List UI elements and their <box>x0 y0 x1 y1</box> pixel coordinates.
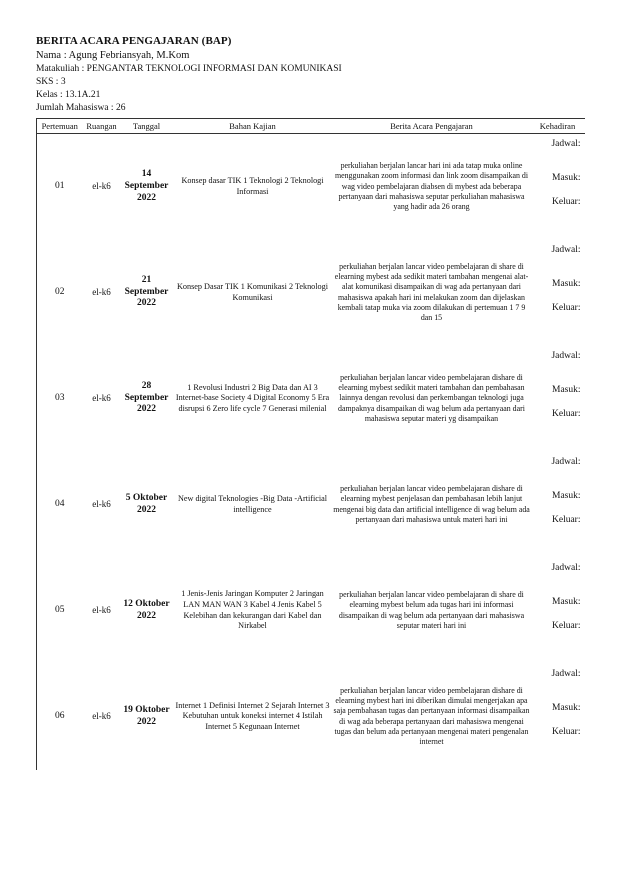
class-code: Kelas : 13.1A.21 <box>36 90 101 100</box>
study-material: Konsep Dasar TIK 1 Komunikasi 2 Teknologi Komunikasi <box>176 281 329 302</box>
room: el-k6 <box>92 711 111 722</box>
meeting-number: 01 <box>37 134 83 240</box>
study-material: 1 Revolusi Industri 2 Big Data dan AI 3 Internet-base Society 4 Digital Economy 5 Era disrupsi 6 Zero life cycle 7 Generasi milenial <box>175 382 330 413</box>
bap-table <box>36 118 585 770</box>
col-header-pertemuan: Pertemuan <box>37 119 83 134</box>
study-material: New digital Teknologies -Big Data -Artificial intelligence <box>177 493 328 514</box>
table-row <box>37 452 585 558</box>
meeting-number: 02 <box>37 240 83 346</box>
table-row <box>37 346 585 452</box>
room: el-k6 <box>92 393 111 404</box>
teaching-report: perkuliahan berjalan lancar video pembelajaran dishare di elearning mybest penjelasan dan pembahasan lebih lanjut mengenai big data dan artificial intelligence di wag belum ada pertanyaan dari mahasiswa untuk materi hari ini <box>333 483 530 524</box>
col-header-tanggal: Tanggal <box>121 119 173 134</box>
teaching-report: perkuliahan berjalan lancar video pembelajaran di share di elearning mybest ada sedikit materi tambahan mengenai alat-alat komunikasi disampaikan di wag ada pertanyaan dari mahasiswa apakah hari ini melakukan zoom dan dijelaskan kembali tatap muka via zoom dilakukan di pertemuan 1 7 9 dan 15 <box>334 261 529 323</box>
col-header-kehadiran: Kehadiran <box>531 119 585 134</box>
lecturer-name: Nama : Agung Febriansyah, M.Kom <box>36 50 190 61</box>
table-header-row <box>37 119 585 134</box>
meeting-date: 5 Oktober 2022 <box>125 492 168 515</box>
room: el-k6 <box>92 605 111 616</box>
attendance-in: Masuk: <box>552 384 581 395</box>
attendance-schedule: Jadwal: <box>551 668 581 679</box>
meeting-number: 05 <box>37 558 83 664</box>
attendance-schedule: Jadwal: <box>551 139 581 149</box>
attendance <box>531 240 585 346</box>
study-material: Konsep dasar TIK 1 Teknologi 2 Teknologi Informasi <box>181 176 324 196</box>
meeting-number: 03 <box>37 346 83 452</box>
teaching-report: perkuliahan berjalan lancar video pembelajaran dishare di elearning mybest hari ini diberikan dimulai mengerjakan apa saja pembahasan tugas dan pertanyaan informasi disampaikan di wag ada beberapa pertanyaan dari mahasiswa mengenai tugas dan belum ada pertanyaan mengenai materi pengenalan internet <box>333 685 530 747</box>
meeting-date: 12 Oktober 2022 <box>123 598 170 621</box>
attendance <box>531 664 585 770</box>
attendance-in: Masuk: <box>552 702 581 713</box>
document-header <box>36 34 596 115</box>
col-header-ruangan: Ruangan <box>83 119 121 134</box>
attendance-in: Masuk: <box>552 173 581 183</box>
document-title: BERITA ACARA PENGAJARAN (BAP) <box>36 35 232 47</box>
attendance-schedule: Jadwal: <box>551 244 581 255</box>
attendance-in: Masuk: <box>552 490 581 501</box>
attendance-schedule: Jadwal: <box>551 350 581 361</box>
room: el-k6 <box>92 287 111 298</box>
attendance-out: Keluar: <box>552 726 581 737</box>
teaching-report: perkuliahan berjalan lancar video pembelajaran dishare di elearning mybest sedikit materi tambahan dan pembahasan lainnya dengan revolusi dan perkembangan teknologi juga dampaknya disampaikan di wag belum ada pertanyaan dari mahasiswa seputar materi yg disampaikan <box>338 372 525 423</box>
attendance-out: Keluar: <box>552 620 581 631</box>
attendance-out: Keluar: <box>552 302 581 313</box>
attendance <box>531 452 585 558</box>
meeting-number: 06 <box>37 664 83 770</box>
course-name: Matakuliah : PENGANTAR TEKNOLOGI INFORMASI DAN KOMUNIKASI <box>36 64 342 74</box>
room: el-k6 <box>92 499 111 510</box>
credits: SKS : 3 <box>36 77 66 87</box>
table-row <box>37 240 585 346</box>
meeting-date: 21 September 2022 <box>124 274 169 309</box>
study-material: Internet 1 Definisi Internet 2 Sejarah Internet 3 Kebutuhan untuk koneksi internet 4 Istilah Internet 5 Kegunaan Internet <box>175 700 330 731</box>
attendance <box>531 558 585 664</box>
attendance-out: Keluar: <box>552 514 581 525</box>
meeting-date: 19 Oktober 2022 <box>123 704 170 727</box>
col-header-bahan-kajian: Bahan Kajian <box>173 119 333 134</box>
meeting-date: 28 September 2022 <box>124 380 169 415</box>
teaching-report: perkuliahan berjalan lancar video pembelajaran di share di elearning mybest belum ada tugas hari ini informasi disampaikan di wag belum ada pertanyaan dari mahasiswa seputar materi hari ini <box>338 589 525 630</box>
attendance-in: Masuk: <box>552 596 581 607</box>
study-material: 1 Jenis-Jenis Jaringan Komputer 2 Jaringan LAN MAN WAN 3 Kabel 4 Jenis Kabel 5 Kelebihan dan kekurangan dari Kabel dan Nirkabel <box>181 589 324 631</box>
room: el-k6 <box>92 181 111 192</box>
attendance-out: Keluar: <box>552 408 581 419</box>
col-header-berita-acara: Berita Acara Pengajaran <box>333 119 531 134</box>
meeting-number: 04 <box>37 452 83 558</box>
meeting-date: 14 September 2022 <box>124 168 169 203</box>
attendance-schedule: Jadwal: <box>551 562 581 573</box>
attendance <box>531 134 585 240</box>
table-row <box>37 134 585 240</box>
teaching-report: perkuliahan berjalan lancar hari ini ada tatap muka online menggunakan zoom informasi dan link zoom disampaikan di wag video pembelajaran diabsen di mybest ada beberapa pertanyaan dari mahasiswa seputar perkuliahan mahasiswa yang hadir ada 26 orang <box>334 161 529 212</box>
table-row <box>37 664 585 770</box>
attendance-out: Keluar: <box>552 197 581 207</box>
attendance <box>531 346 585 452</box>
attendance-in: Masuk: <box>552 278 581 289</box>
table-row <box>37 558 585 664</box>
attendance-schedule: Jadwal: <box>551 456 581 467</box>
student-count: Jumlah Mahasiswa : 26 <box>36 103 126 113</box>
